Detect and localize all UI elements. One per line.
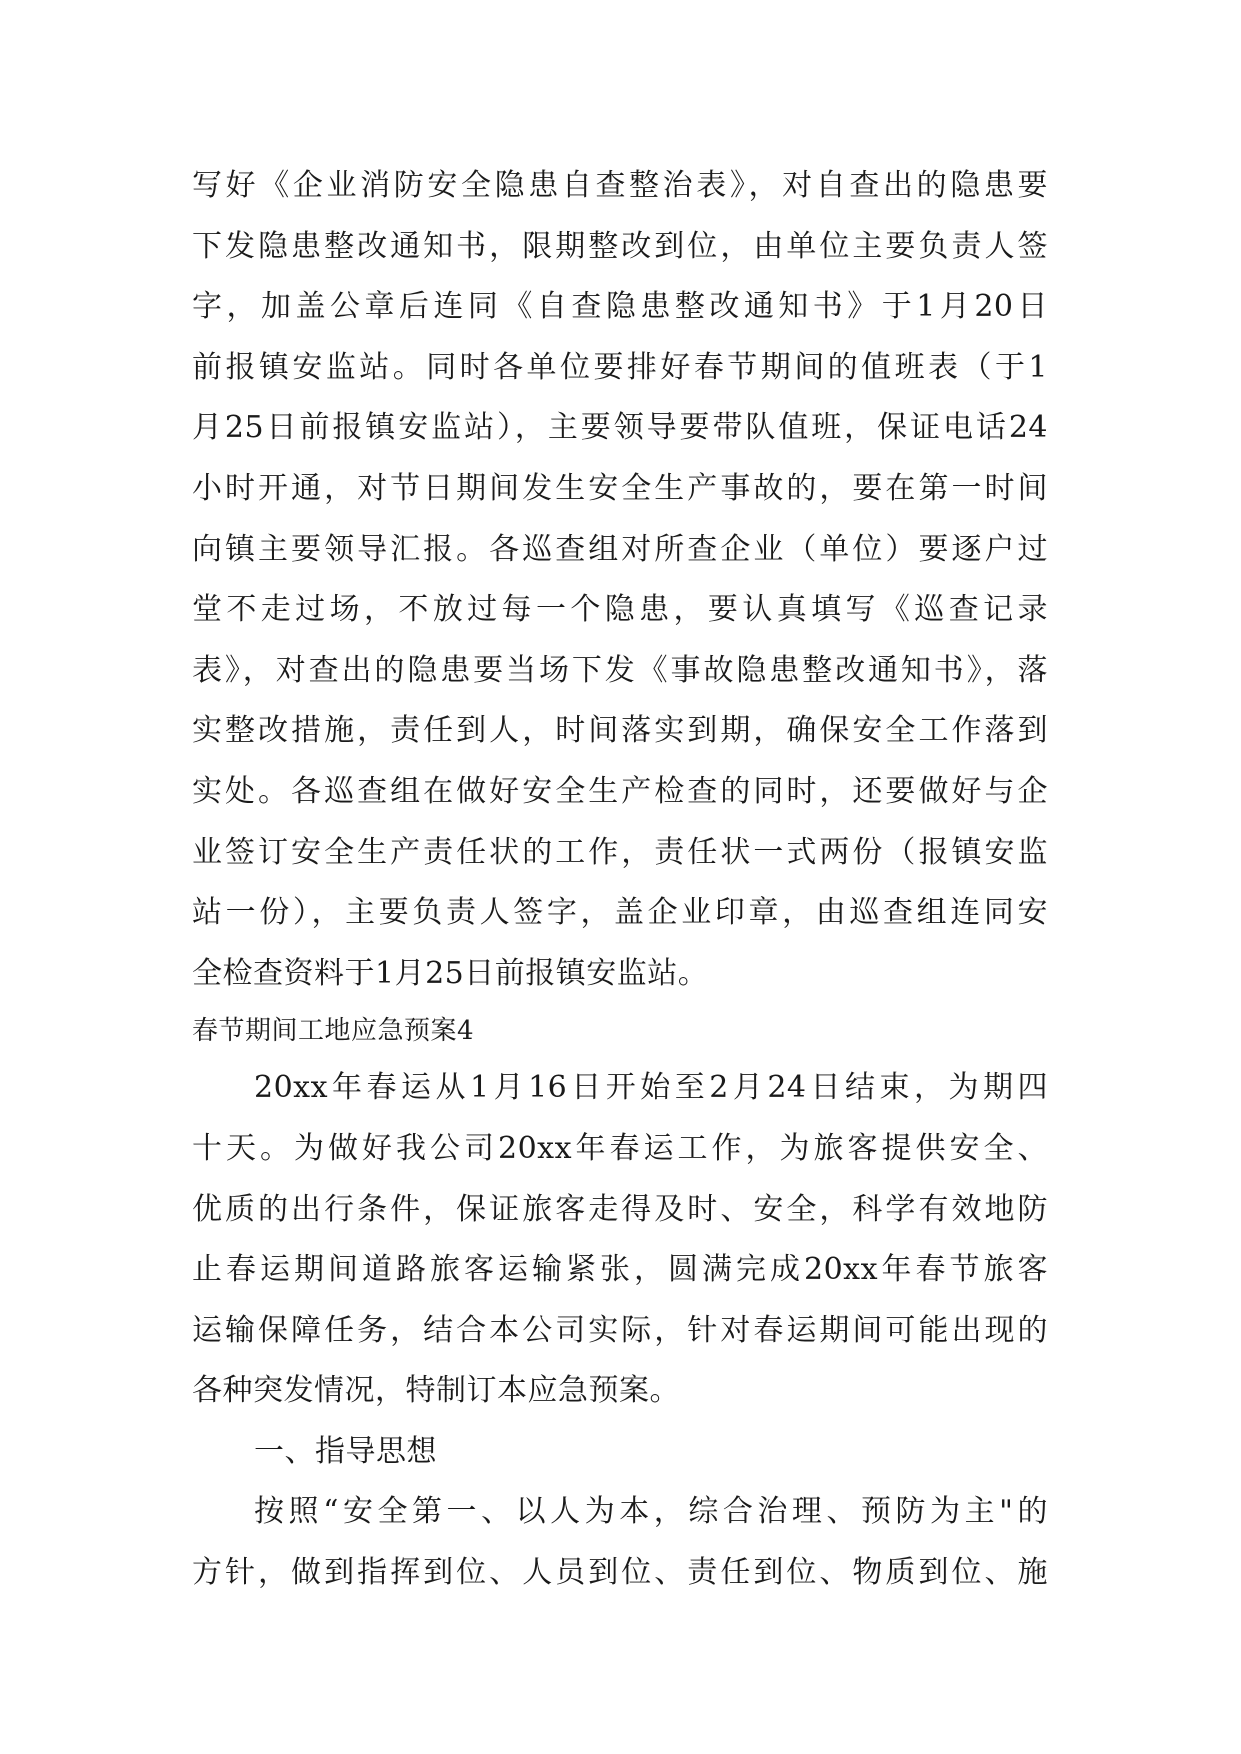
paragraph-line: 向镇主要领导汇报。各巡查组对所查企业（单位）要逐户过 bbox=[192, 531, 1048, 567]
paragraph-line: 各种突发情况，特制订本应急预案。 bbox=[192, 1373, 680, 1409]
paragraph-2 bbox=[192, 1058, 1048, 1422]
paragraph-line: 十天。为做好我公司20xx年春运工作，为旅客提供安全、 bbox=[192, 1130, 1048, 1166]
subheading: 一、指导思想 bbox=[254, 1433, 437, 1469]
paragraph-line: 实处。各巡查组在做好安全生产检查的同时，还要做好与企 bbox=[192, 773, 1048, 809]
paragraph-line: 业签订安全生产责任状的工作，责任状一式两份（报镇安监 bbox=[192, 834, 1048, 870]
paragraph-line: 写好《企业消防安全隐患自查整治表》，对自查出的隐患要 bbox=[192, 168, 1048, 203]
paragraph-line: 字，加盖公章后连同《自查隐患整改通知书》于1月20日 bbox=[192, 289, 1048, 325]
paragraph-line: 堂不走过场，不放过每一个隐患，要认真填写《巡查记录 bbox=[192, 592, 1048, 628]
paragraph-3 bbox=[192, 1482, 1048, 1603]
paragraph-line: 表》，对查出的隐患要当场下发《事故隐患整改通知书》，落 bbox=[192, 652, 1048, 688]
paragraph-line: 站一份），主要负责人签字，盖企业印章，由巡查组连同安 bbox=[192, 895, 1048, 931]
paragraph-line: 前报镇安监站。同时各单位要排好春节期间的值班表（于1 bbox=[192, 349, 1048, 385]
section-title: 春节期间工地应急预案4 bbox=[192, 1016, 475, 1047]
paragraph-line: 小时开通，对节日期间发生安全生产事故的，要在第一时间 bbox=[192, 470, 1048, 506]
paragraph-line: 优质的出行条件，保证旅客走得及时、安全，科学有效地防 bbox=[192, 1191, 1048, 1227]
paragraph-line: 止春运期间道路旅客运输紧张，圆满完成20xx年春节旅客 bbox=[192, 1252, 1048, 1288]
paragraph-line: 实整改措施，责任到人，时间落实到期，确保安全工作落到 bbox=[192, 713, 1048, 749]
paragraph-line: 月25日前报镇安监站），主要领导要带队值班，保证电话24 bbox=[192, 410, 1048, 446]
paragraph-line: 20xx年春运从1月16日开始至2月24日结束，为期四 bbox=[254, 1070, 1048, 1106]
paragraph-line: 按照“安全第一、以人为本，综合治理、预防为主"的 bbox=[254, 1494, 1048, 1530]
paragraph-line: 全检查资料于1月25日前报镇安监站。 bbox=[192, 955, 709, 991]
document-body bbox=[192, 156, 1048, 1604]
paragraph-1 bbox=[192, 156, 1048, 1004]
paragraph-line: 下发隐患整改通知书，限期整改到位，由单位主要负责人签 bbox=[192, 228, 1048, 264]
paragraph-line: 运输保障任务，结合本公司实际，针对春运期间可能出现的 bbox=[192, 1312, 1048, 1348]
paragraph-line: 方针，做到指挥到位、人员到位、责任到位、物质到位、施 bbox=[192, 1555, 1048, 1591]
